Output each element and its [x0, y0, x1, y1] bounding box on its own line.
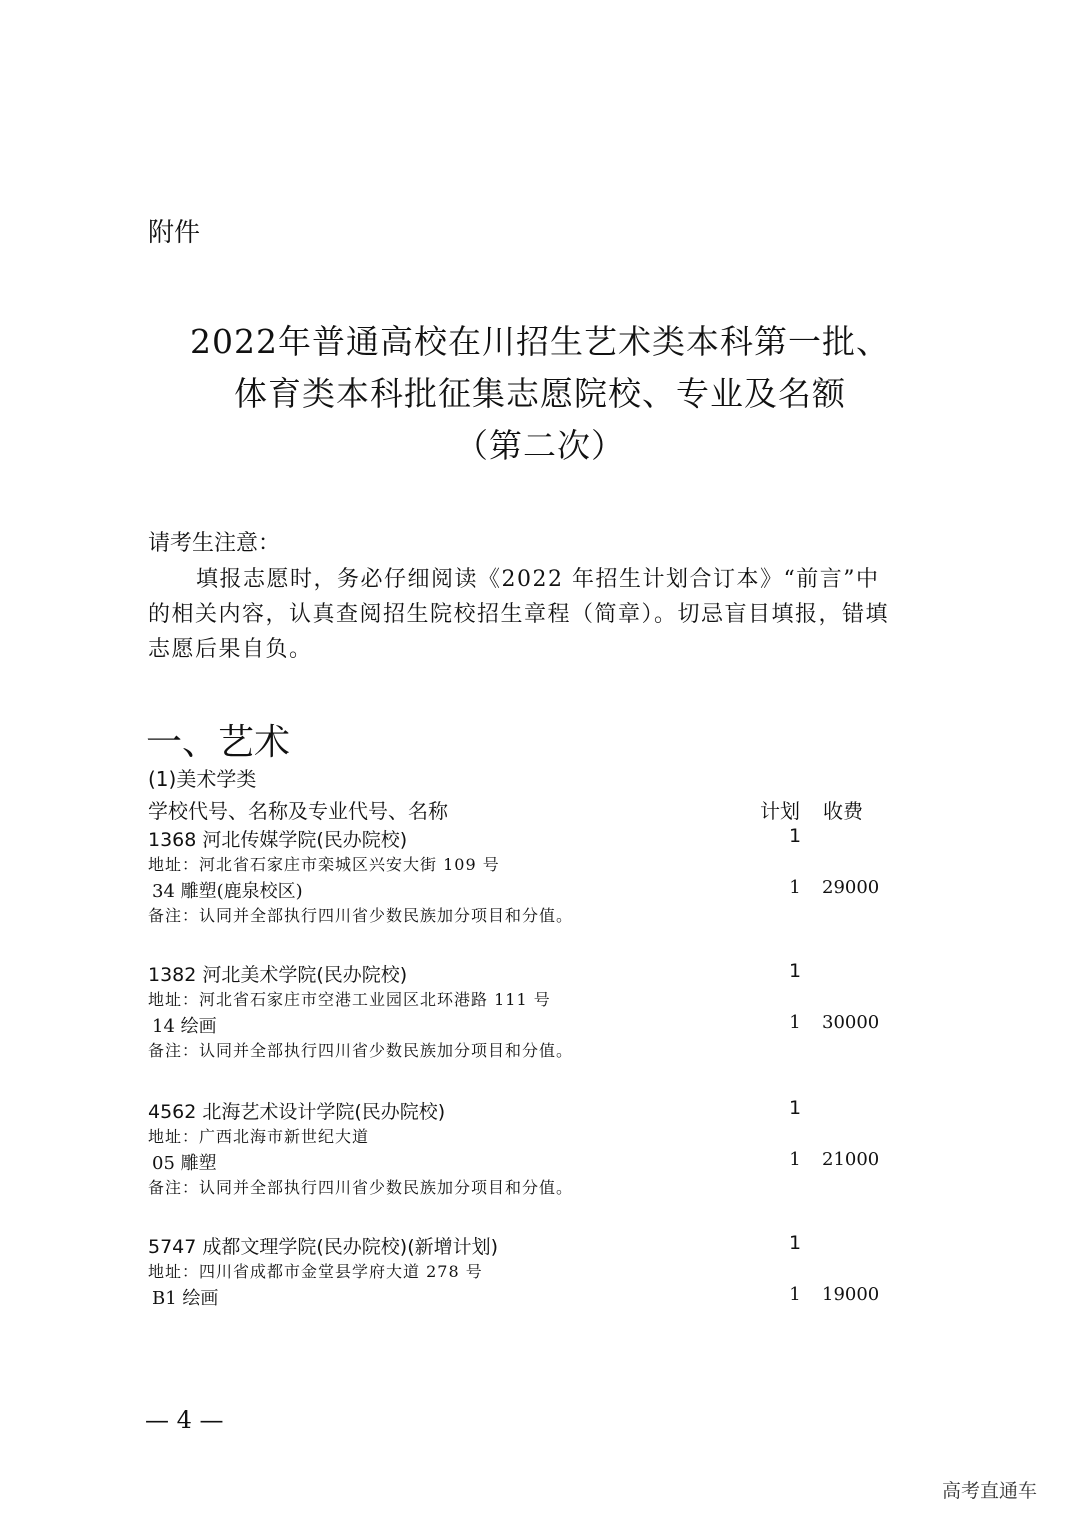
major-name: 34 雕塑(鹿泉校区): [152, 881, 303, 902]
header-name: 学校代号、名称及专业代号、名称: [148, 799, 448, 823]
school-address: 地址：广西北海市新世纪大道: [148, 1127, 370, 1146]
major-name: B1 绘画: [152, 1288, 219, 1309]
header-plan: 计划: [760, 799, 800, 823]
title-line-1: 2022年普通高校在川招生艺术类本科第一批、: [190, 322, 890, 361]
school-address: 地址：四川省成都市金堂县学府大道 278 号: [148, 1262, 483, 1281]
header-fee: 收费: [823, 799, 863, 823]
major-fee: 21000: [822, 1149, 880, 1170]
major-fee: 29000: [822, 877, 880, 898]
school-name: 1368 河北传媒学院(民办院校): [148, 829, 408, 851]
major-fee: 30000: [822, 1012, 880, 1033]
attachment-label: 附件: [148, 218, 201, 248]
notice-line: 填报志愿时，务必仔细阅读《2022 年招生计划合订本》“前言”中: [196, 567, 880, 592]
major-plan: 1: [789, 877, 801, 898]
school-address: 地址：河北省石家庄市栾城区兴安大街 109 号: [148, 855, 500, 874]
major-name: 14 绘画: [152, 1016, 217, 1037]
major-plan: 1: [789, 1149, 801, 1170]
major-name: 05 雕塑: [152, 1153, 217, 1174]
school-plan: 1: [788, 1097, 802, 1119]
school-address: 地址：河北省石家庄市空港工业园区北环港路 111 号: [148, 990, 551, 1009]
watermark: 高考直通车: [942, 1480, 1038, 1502]
major-plan: 1: [789, 1012, 801, 1033]
page-number: — 4 —: [145, 1406, 224, 1434]
section-title: 一、艺术: [146, 722, 291, 763]
notice-heading: 请考生注意：: [148, 531, 281, 556]
major-fee: 19000: [822, 1284, 880, 1305]
notice-line: 的相关内容，认真查阅招生院校招生章程（简章）。切忌盲目填报，错填: [148, 602, 890, 627]
school-note: 备注：认同并全部执行四川省少数民族加分项目和分值。: [148, 1178, 574, 1197]
subsection-title: (1)美术学类: [148, 767, 257, 791]
title-line-3: （第二次）: [455, 426, 625, 465]
school-name: 4562 北海艺术设计学院(民办院校): [148, 1101, 446, 1123]
school-name: 5747 成都文理学院(民办院校)(新增计划): [148, 1236, 499, 1258]
notice-line: 志愿后果自负。: [148, 637, 313, 662]
school-name: 1382 河北美术学院(民办院校): [148, 964, 408, 986]
school-note: 备注：认同并全部执行四川省少数民族加分项目和分值。: [148, 1041, 574, 1060]
school-plan: 1: [788, 1232, 802, 1254]
school-plan: 1: [788, 960, 802, 982]
school-note: 备注：认同并全部执行四川省少数民族加分项目和分值。: [148, 906, 574, 925]
title-line-2: 体育类本科批征集志愿院校、专业及名额: [234, 374, 846, 413]
school-plan: 1: [788, 825, 802, 847]
major-plan: 1: [789, 1284, 801, 1305]
